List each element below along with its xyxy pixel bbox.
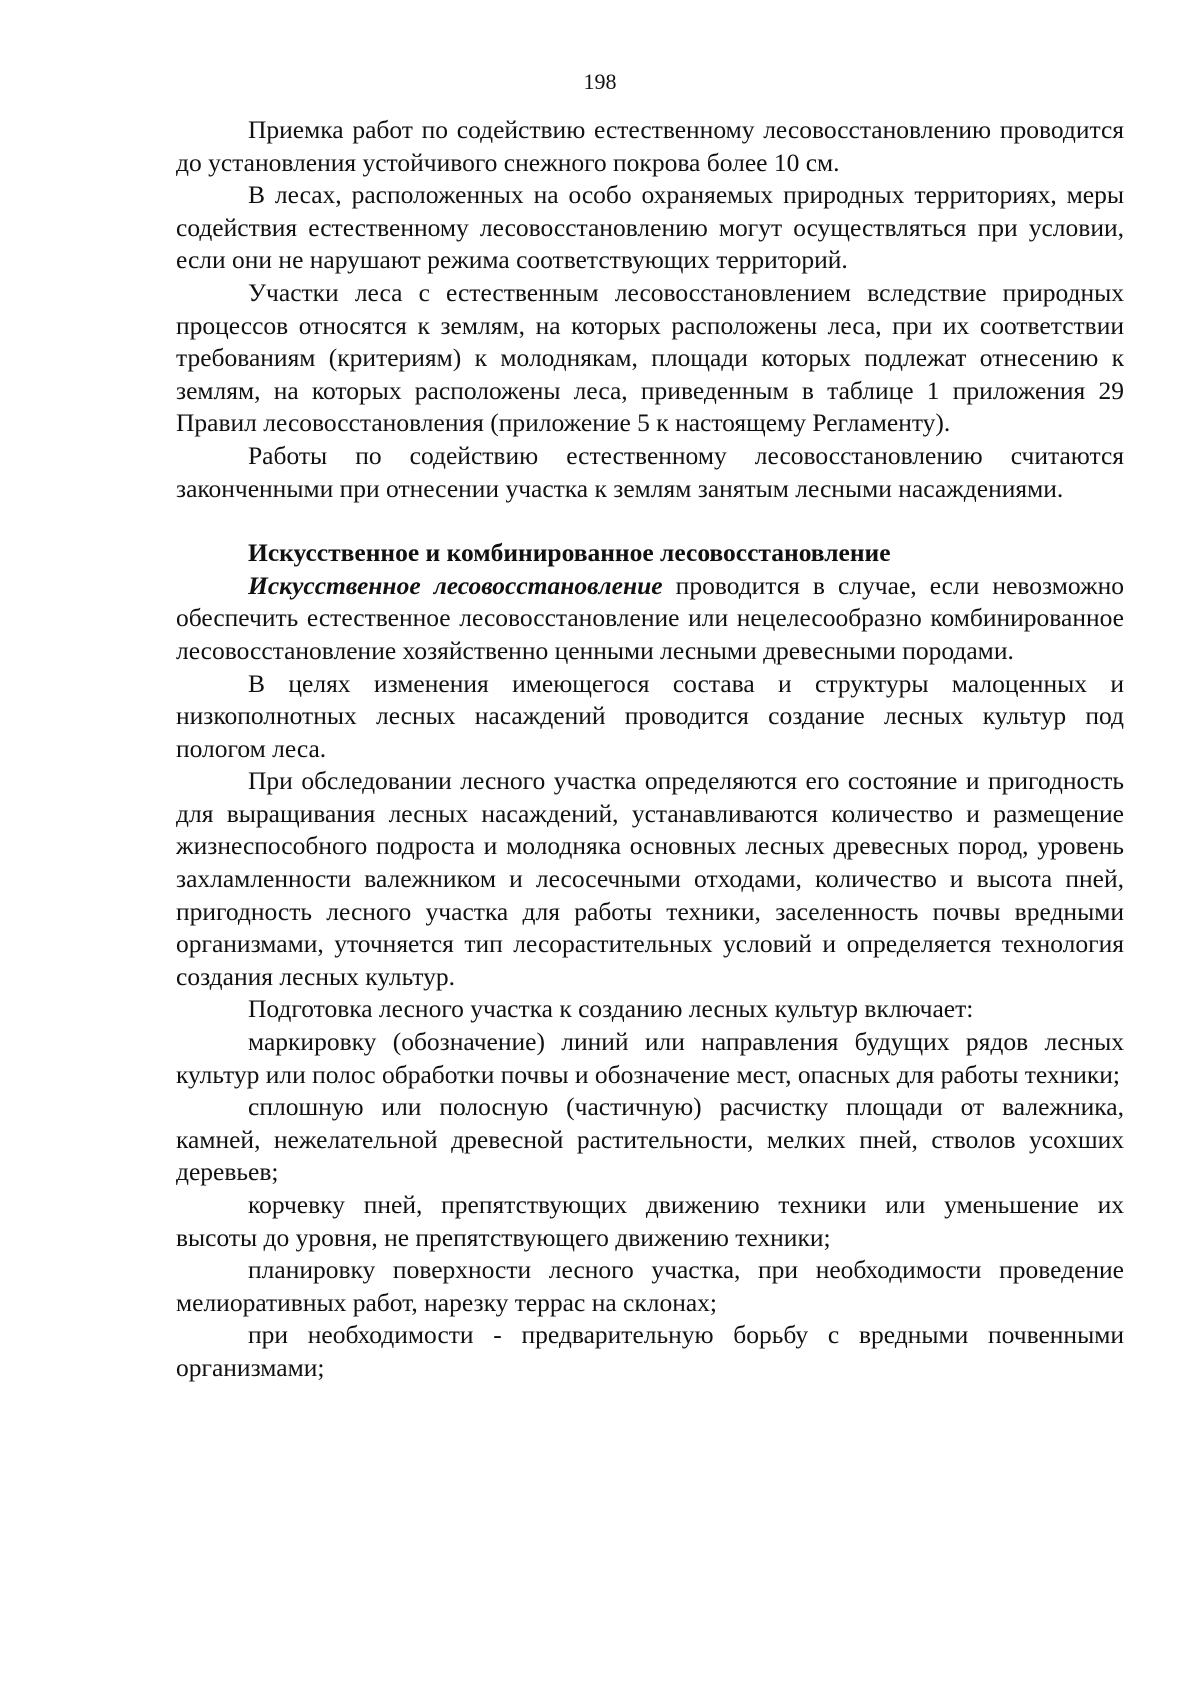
list-item-surface-planning: планировку поверхности лесного участка, при необходимости проведение мелиоративных работ, нарезку террас на склонах; [176,1255,1124,1317]
defined-term: Искусственное лесовосстановление [248,570,663,600]
document-body [176,114,1124,1385]
definition-text: проводится в случае, если невозможно обеспечить естественное лесовосстановление или нецелесообразно комбинированное лесовосстановление хозяйственно ценными лесными древесными породами. [176,570,1124,665]
page-number: 198 [583,69,617,94]
paragraph-definition [176,570,1124,668]
paragraph-acceptance: Приемка работ по содействию естественному лесовосстановлению проводится до установления устойчивого снежного покрова более 10 см. [176,115,1124,177]
list-item-stump-removal: корчевку пней, препятствующих движению техники или уменьшение их высоты до уровня, не препятствующего движению техники; [176,1190,1124,1252]
paragraph-works-completed: Работы по содействию естественному лесовосстановлению считаются законченными при отнесении участка к землям занятым лесными насаждениями. [176,440,1124,503]
list-item-marking: маркировку (обозначение) линий или направления будущих рядов лесных культур или полос обработки почвы и обозначение мест, опасных для работы техники; [176,1027,1124,1089]
paragraph-site-survey: При обследовании лесного участка определяются его состояние и пригодность для выращивания лесных насаждений, устанавливаются количество и размещение жизнеспособного подроста и молодняка основных лесных древесных пород, уровень захламленности валежником и лесосечными отходами, количество и высота пней, пригодность лесного участка для работы техники, заселенность почвы вредными организмами, уточняется тип лесорастительных условий и определяется технология создания лесных культур. [176,766,1124,991]
paragraph-under-canopy: В целях изменения имеющегося состава и структуры малоценных и низкополнотных лесных насаждений проводится создание лесных культур под пологом леса. [176,668,1124,763]
paragraph-natural-regeneration-plots: Участки леса с естественным лесовосстановлением вследствие природных процессов относятся к землям, на которых расположены леса, при их соответствии требованиям (критериям) к молоднякам, площади которых подлежат отнесению к землям, на которых расположены леса, приведенным в таблице 1 приложения 29 Правил лесовосстановления (приложение 5 к настоящему Регламенту). [176,277,1124,438]
list-item-clearing: сплошную или полосную (частичную) расчистку площади от валежника, камней, нежелательной древесной растительности, мелких пней, стволов усохших деревьев; [176,1092,1124,1187]
paragraph-site-preparation-intro: Подготовка лесного участка к созданию лесных культур включает: [248,994,974,1024]
list-item-pest-control: при необходимости - предварительную борьбу с вредными почвенными организмами; [176,1320,1124,1382]
paragraph-protected-areas: В лесах, расположенных на особо охраняемых природных территориях, меры содействия естественному лесовосстановлению могут осуществляться при условии, если они не нарушают режима соответствующих территорий. [176,180,1124,275]
section-heading: Искусственное и комбинированное лесовосстановление [248,538,891,568]
